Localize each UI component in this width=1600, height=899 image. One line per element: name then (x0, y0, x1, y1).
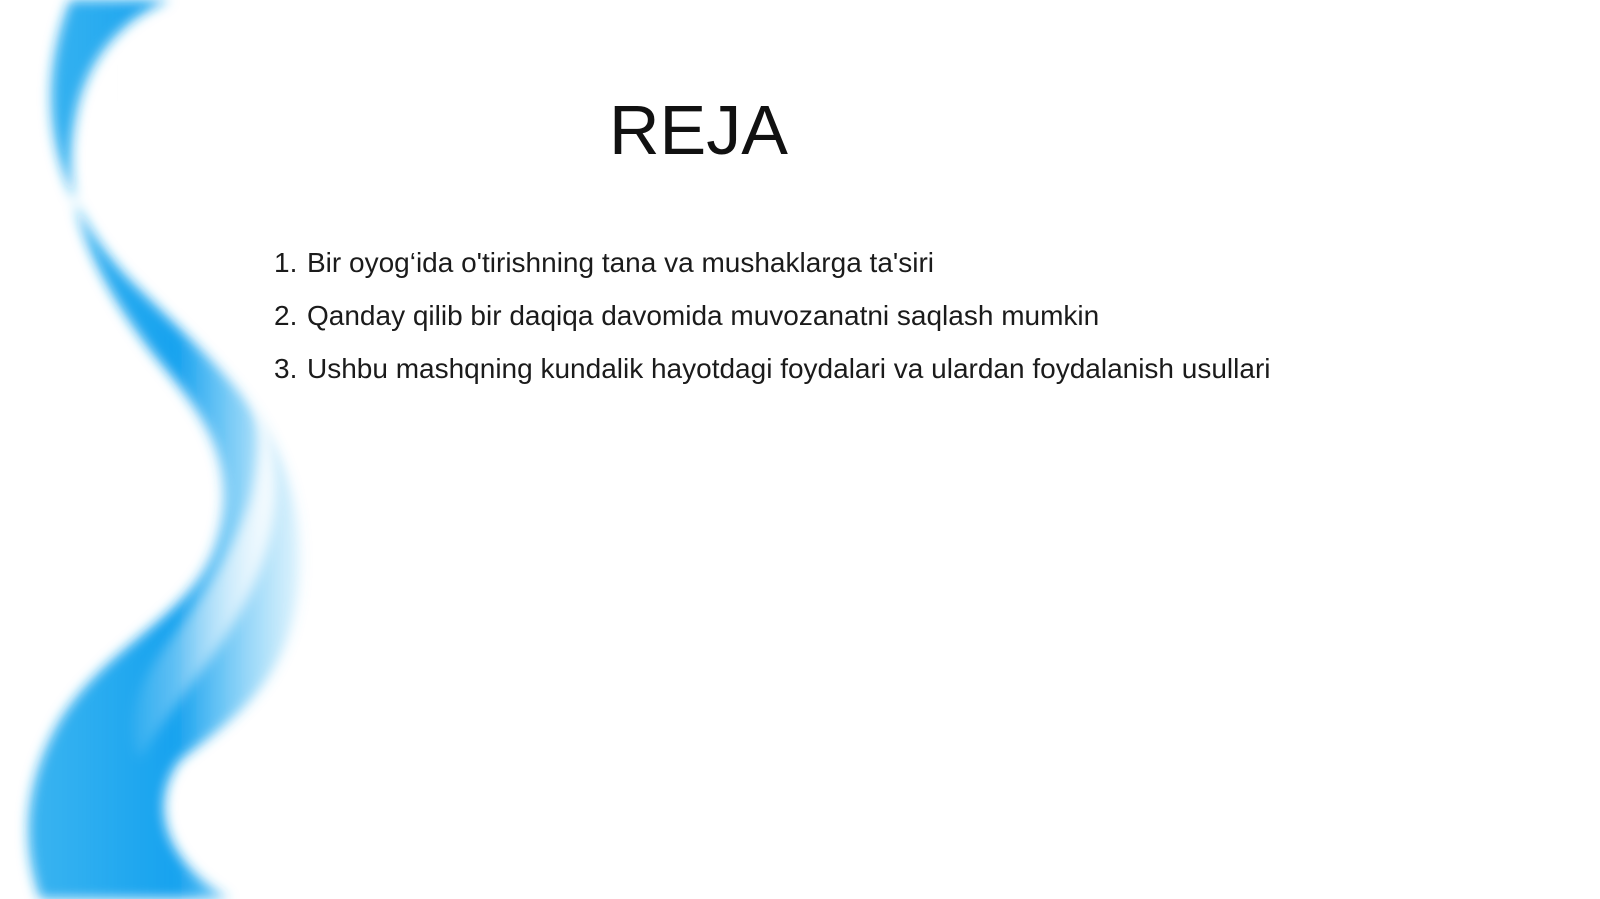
list-item-number: 3. (274, 353, 298, 384)
list-item-number: 1. (274, 247, 298, 278)
list-item-text: Bir oyog‘ida o'tirishning tana va mushaklarga ta'siri (307, 247, 935, 278)
list-item-text: Ushbu mashqning kundalik hayotdagi foydalari va ulardan foydalanish usullari (307, 353, 1271, 384)
list-item-text: Qanday qilib bir daqiqa davomida muvozanatni saqlash mumkin (307, 300, 1100, 331)
list-item (274, 342, 1270, 395)
list-item (274, 236, 1270, 289)
list-item-number: 2. (274, 300, 298, 331)
list-item (274, 289, 1270, 342)
slide-title: REJA (609, 91, 788, 169)
plan-list (274, 236, 1270, 395)
